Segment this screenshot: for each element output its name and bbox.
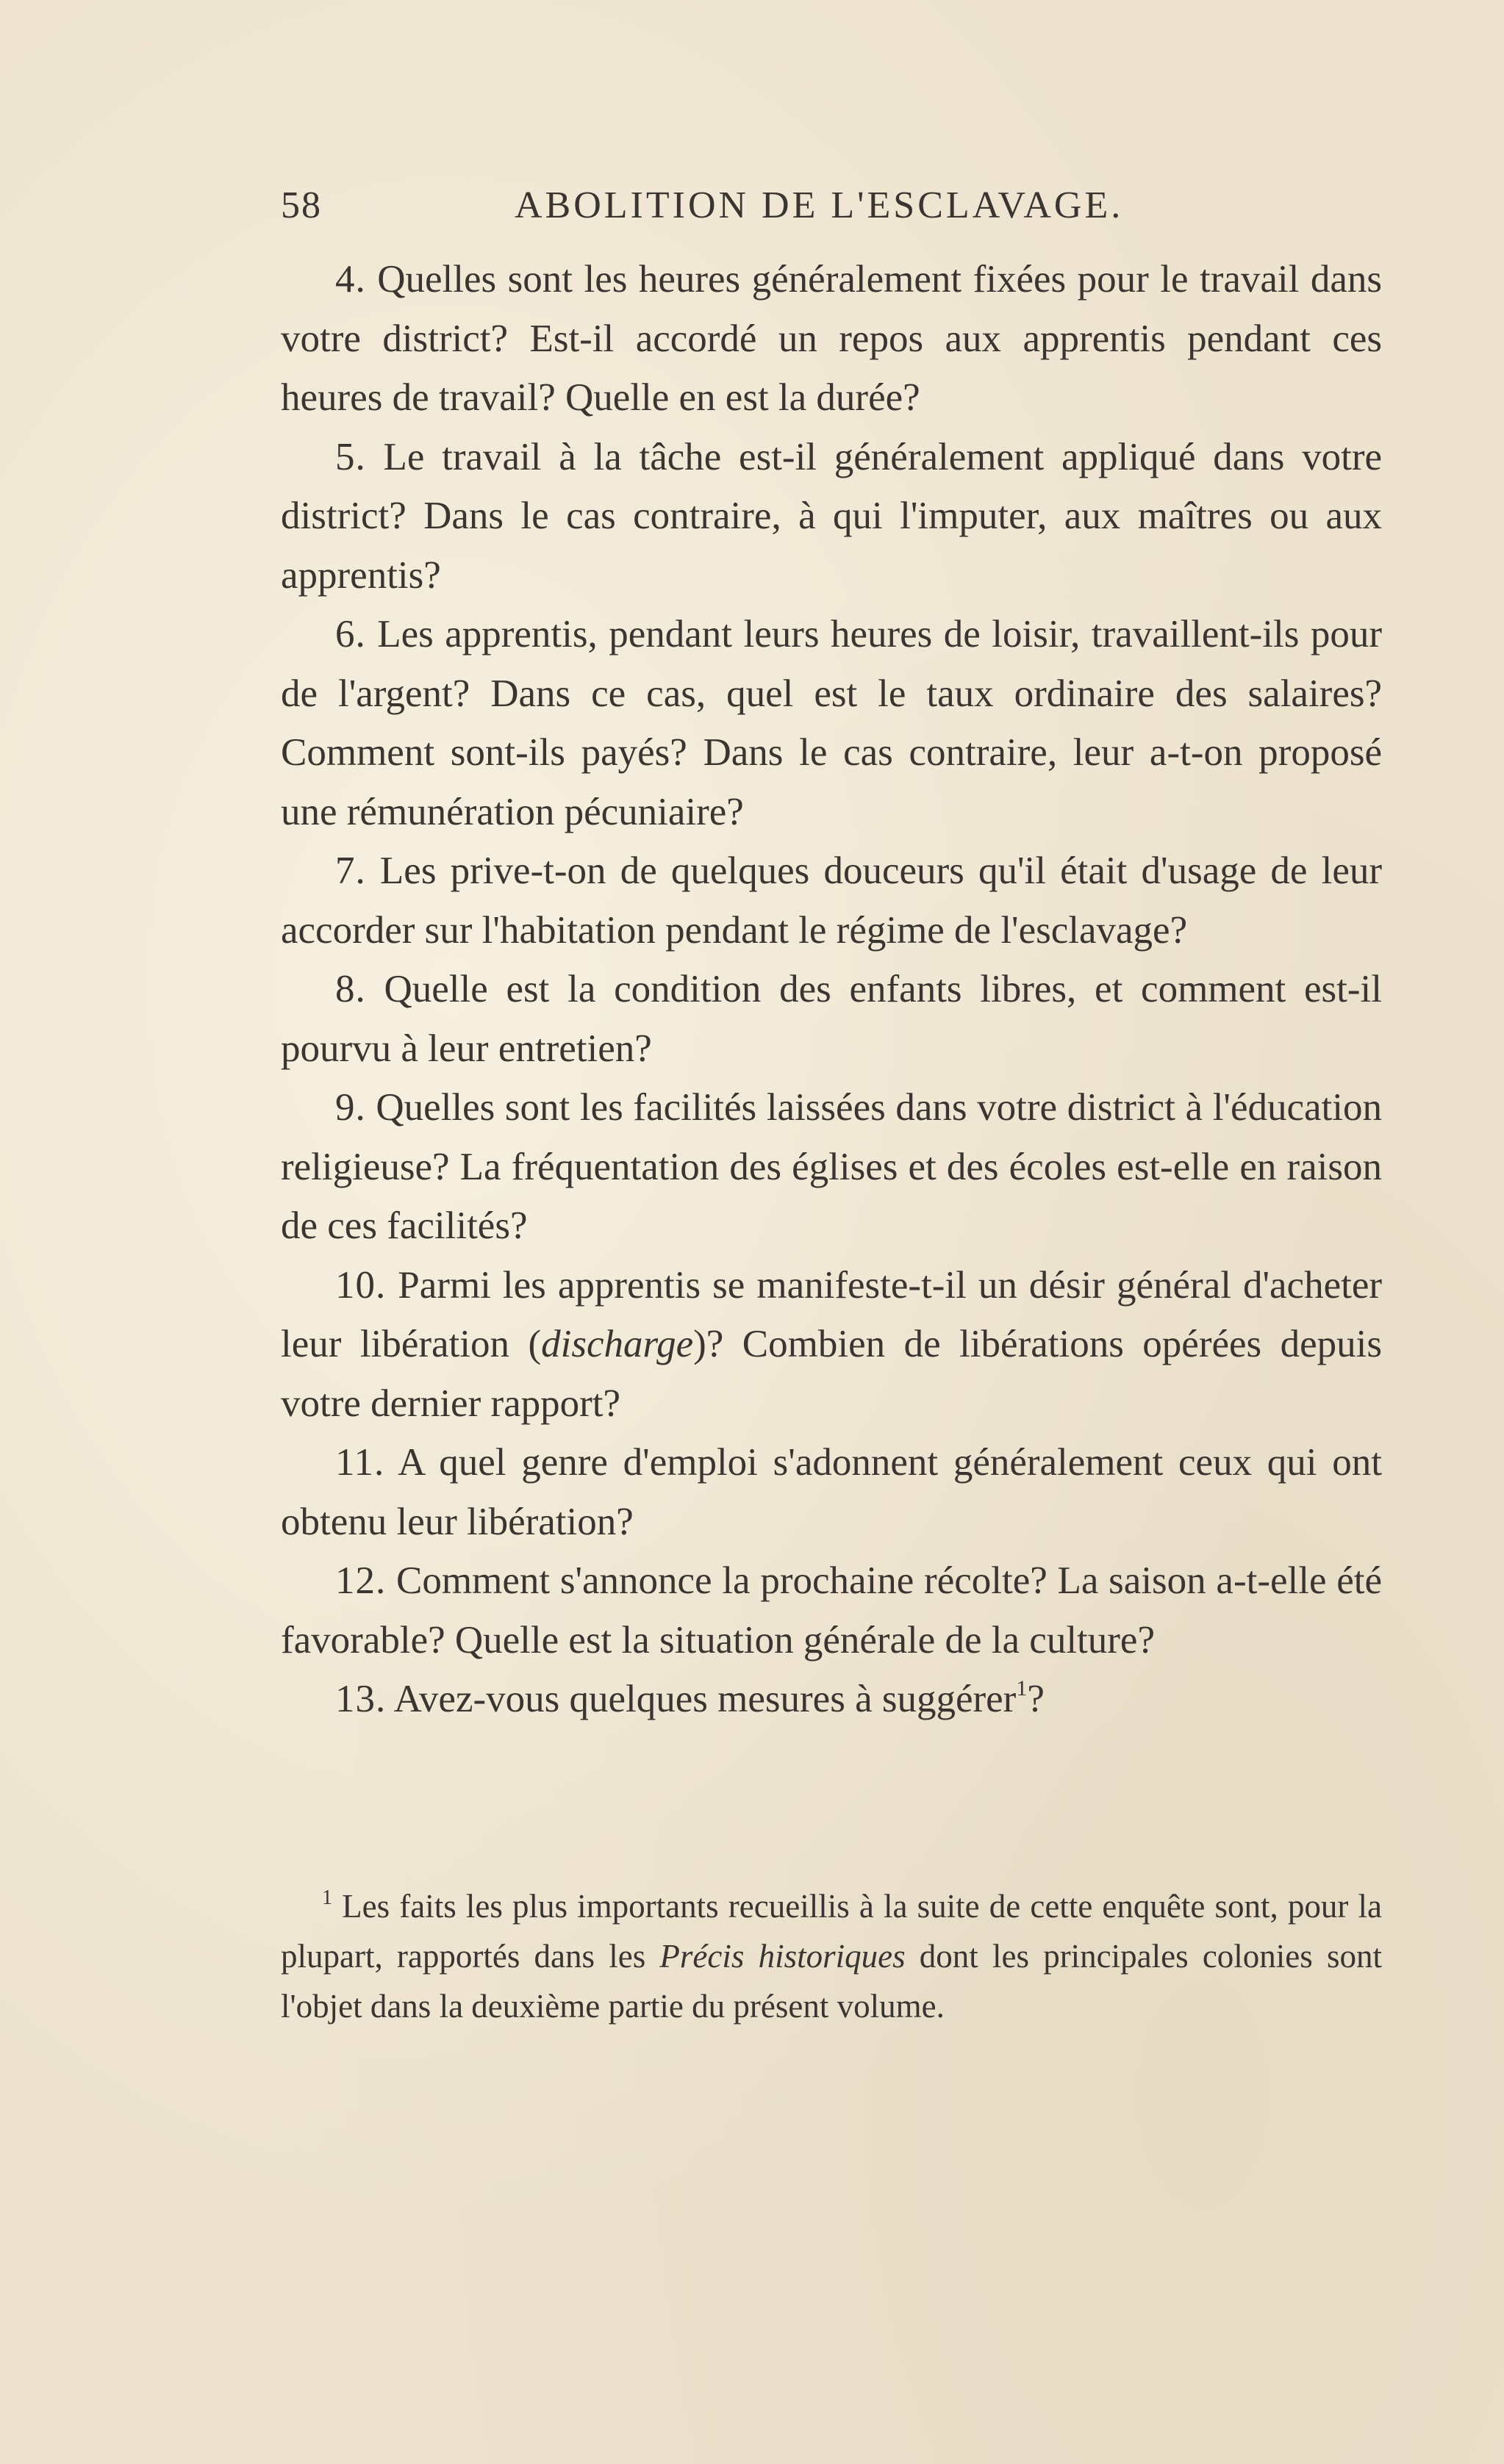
questionnaire-text: [281, 250, 1382, 1729]
question-number: 11.: [335, 1441, 385, 1484]
question-text: Les prive-t-on de quelques douceurs qu'il était d'usage de leur accorder sur l'habitation pendant le régime de l'esclavage?: [281, 850, 1382, 952]
footnote-text: Les faits les plus importants recueillis à la suite de cette enquête sont, pour la plupart, rapportés dans les: [281, 1888, 1383, 1975]
page-number: 58: [281, 184, 322, 226]
question-number: 4.: [335, 258, 366, 301]
question-number: 10.: [335, 1263, 387, 1307]
page-header: [281, 184, 1382, 228]
question-text: Quelle est la condition des enfants libres, et comment est-il pourvu à leur entretien?: [281, 968, 1382, 1070]
question-text: Parmi les apprentis se manifeste-t-il un désir général d'acheter leur libération (: [281, 1263, 1382, 1365]
question-number: 9.: [335, 1086, 366, 1129]
footnote-mark: 1: [322, 1886, 332, 1909]
question-number: 6.: [335, 613, 366, 655]
question-number: 7.: [335, 850, 366, 892]
question-number: 13.: [335, 1678, 387, 1720]
question-6: [281, 605, 1382, 841]
question-number: 12.: [335, 1559, 387, 1602]
question-text-cont: )? Combien de libérations opérées depuis votre dernier rapport?: [281, 1323, 1382, 1425]
question-text-cont: ?: [1027, 1678, 1045, 1720]
question-11: [281, 1433, 1382, 1551]
question-7: [281, 841, 1382, 960]
question-10: [281, 1256, 1382, 1434]
question-5: [281, 428, 1382, 606]
question-13: [281, 1670, 1382, 1729]
question-number: 8.: [335, 968, 366, 1010]
question-text: A quel genre d'emploi s'adonnent généralement ceux qui ont obtenu leur libération?: [281, 1441, 1383, 1543]
question-text: Quelles sont les facilités laissées dans votre district à l'éducation religieuse? La fréquentation des églises et des écoles est-elle en raison de ces facilités?: [281, 1086, 1382, 1247]
question-text: Quelles sont les heures généralement fixées pour le travail dans votre district? Est-il accordé un repos aux apprentis pendant ces heures de travail? Quelle en est la durée?: [281, 258, 1383, 419]
question-12: [281, 1551, 1382, 1670]
running-title: ABOLITION DE L'ESCLAVAGE.: [515, 184, 1124, 226]
footnote-reference: 1: [1016, 1676, 1028, 1700]
footnote-text-cont: dont les principales colonies sont l'objet dans la deuxième partie du présent volume.: [281, 1938, 1382, 2025]
question-text: Avez-vous quelques mesures à suggérer: [393, 1678, 1017, 1720]
question-9: [281, 1078, 1382, 1256]
footnote: [281, 1881, 1382, 2031]
question-text: Les apprentis, pendant leurs heures de loisir, travaillent-ils pour de l'argent? Dans ce cas, quel est le taux ordinaire des salaires? Comment sont-ils payés? Dans le cas contraire, leur a-t-on proposé une rémunération pécuniaire?: [281, 613, 1383, 833]
question-text: Comment s'annonce la prochaine récolte? La saison a-t-elle été favorable? Quelle est la situation générale de la culture?: [281, 1559, 1383, 1662]
footnote-italic-title: Précis historiques: [659, 1938, 906, 1975]
italic-term: discharge: [541, 1323, 694, 1365]
question-4: [281, 250, 1382, 428]
question-number: 5.: [335, 435, 366, 478]
question-8: [281, 960, 1382, 1078]
question-text: Le travail à la tâche est-il généralement appliqué dans votre district? Dans le cas contraire, à qui l'imputer, aux maîtres ou aux apprentis?: [281, 435, 1382, 597]
